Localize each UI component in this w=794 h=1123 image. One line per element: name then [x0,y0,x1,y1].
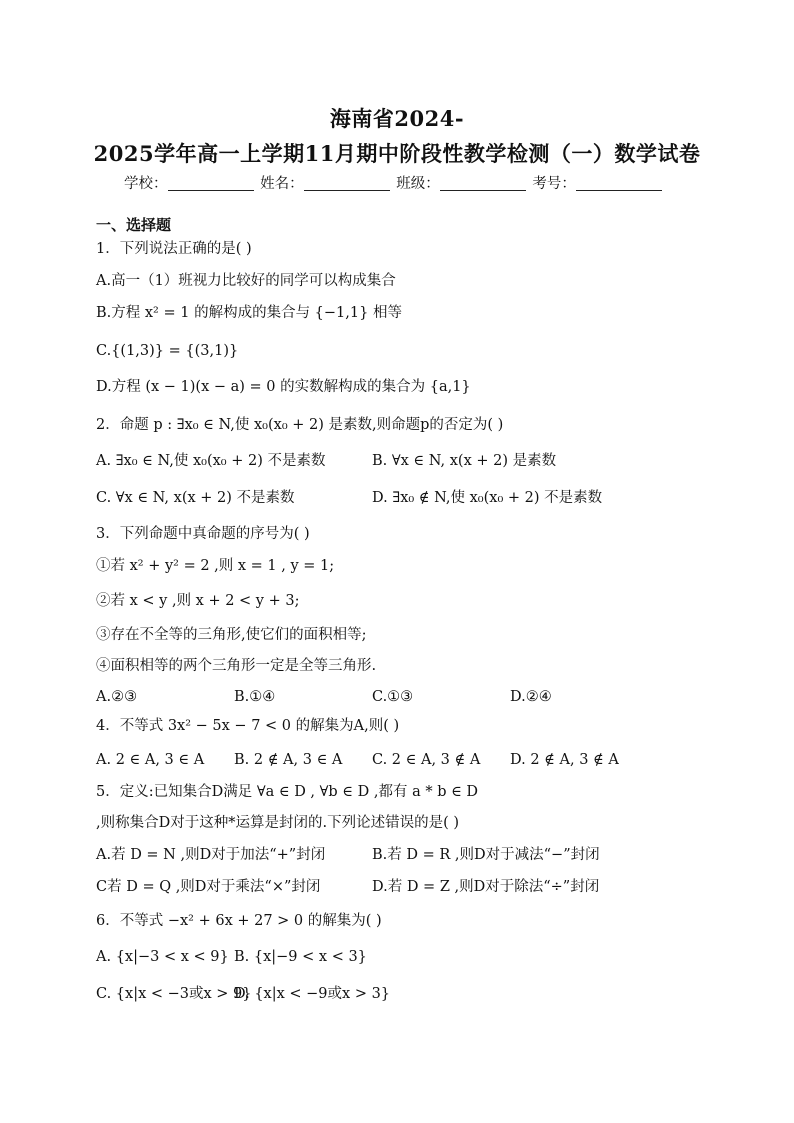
q3-stem: 3．下列命题中真命题的序号为( ) [96,526,310,542]
exam-title-line2: 2025学年高一上学期11月期中阶段性教学检测（一）数学试卷 [93,141,701,166]
q3-option-d: D.②④ [510,689,552,705]
q5-option-c: C若 D = Q ,则D对于乘法“×”封闭 [96,879,321,895]
q4-option-c: C. 2 ∈ A, 3 ∉ A [372,752,481,768]
q2-option-c: C. ∀x ∈ N, x(x + 2) 不是素数 [96,490,295,506]
q4-option-a: A. 2 ∈ A, 3 ∈ A [96,752,205,768]
q4-option-d: D. 2 ∉ A, 3 ∉ A [510,752,619,768]
q3-option-b: B.①④ [234,689,276,705]
class-blank [440,176,526,191]
q6-stem: 6．不等式 −x² + 6x + 27 > 0 的解集为( ) [96,913,382,929]
q3-option-c: C.①③ [372,689,414,705]
q6-option-d: D. {x|x < −9或x > 3} [234,986,391,1002]
exam-title-line1: 海南省2024- [329,106,465,131]
q5-stem-line2: ,则称集合D对于这种*运算是封闭的.下列论述错误的是( ) [96,815,460,831]
q2-stem: 2．命题 p : ∃x₀ ∈ N,使 x₀(x₀ + 2) 是素数,则命题p的否定为( ) [96,417,504,433]
exam-number-label: 考号： [532,176,576,192]
exam-number-blank [576,176,662,191]
q4-option-b: B. 2 ∉ A, 3 ∈ A [234,752,343,768]
q3-statement-2: ②若 x < y ,则 x + 2 < y + 3; [96,593,300,609]
school-blank [168,176,254,191]
name-blank [304,176,390,191]
q2-option-a: A. ∃x₀ ∈ N,使 x₀(x₀ + 2) 不是素数 [96,453,326,469]
section-heading: 一、选择题 [96,216,172,234]
q1-option-d: D.方程 (x − 1)(x − a) = 0 的实数解构成的集合为 {a,1} [96,379,471,395]
q3-statement-1: ①若 x² + y² = 2 ,则 x = 1 , y = 1; [96,558,335,574]
q6-option-a: A. {x|−3 < x < 9} [96,949,229,965]
q5-option-d: D.若 D = Z ,则D对于除法“÷”封闭 [372,879,600,895]
q2-option-b: B. ∀x ∈ N, x(x + 2) 是素数 [372,453,557,469]
q1-option-b: B.方程 x² = 1 的解构成的集合与 {−1,1} 相等 [96,305,402,321]
q5-stem-line1: 5．定义:已知集合D满足 ∀a ∈ D , ∀b ∈ D ,都有 a * b ∈ D [96,784,479,800]
q6-option-b: B. {x|−9 < x < 3} [234,949,367,965]
q2-option-d: D. ∃x₀ ∉ N,使 x₀(x₀ + 2) 不是素数 [372,490,603,506]
q4-stem: 4．不等式 3x² − 5x − 7 < 0 的解集为A,则( ) [96,718,400,734]
q3-option-a: A.②③ [96,689,138,705]
class-label: 班级： [396,176,440,192]
q3-statement-3: ③存在不全等的三角形,使它们的面积相等; [96,627,367,643]
q1-option-c: C.{(1,3)} = {(3,1)} [96,343,239,359]
q1-option-a: A.高一（1）班视力比较好的同学可以构成集合 [96,273,396,289]
q1-stem: 1．下列说法正确的是( ) [96,241,252,257]
q6-option-c: C. {x|x < −3或x > 9} [96,986,252,1002]
student-info-row [124,172,664,193]
q5-option-b: B.若 D = R ,则D对于减法“−”封闭 [372,847,600,863]
name-label: 姓名： [260,176,304,192]
q3-statement-4: ④面积相等的两个三角形一定是全等三角形. [96,658,377,674]
q5-option-a: A.若 D = N ,则D对于加法“+”封闭 [96,847,326,863]
school-label: 学校： [124,176,168,192]
